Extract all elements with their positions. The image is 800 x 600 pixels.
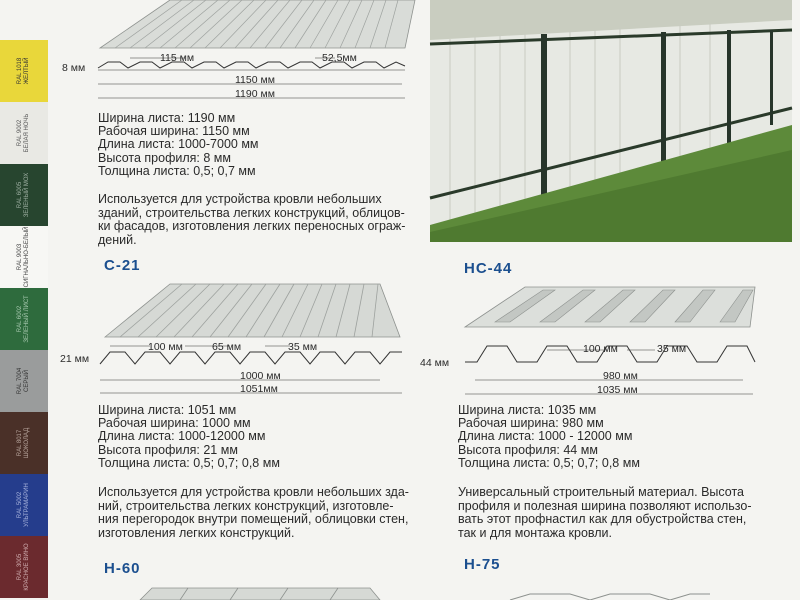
color-swatch bbox=[0, 350, 48, 412]
swatch-code: RAL 5002 УЛЬТРАМАРИН bbox=[17, 483, 30, 527]
desc-line: вать этот профнастил как для обустройства стен, bbox=[458, 512, 747, 526]
spec-line: Длина листа: 1000-12000 мм bbox=[98, 429, 266, 444]
spec-line: Высота профиля: 21 мм bbox=[98, 442, 238, 457]
spec-line: Ширина листа: 1190 мм bbox=[98, 111, 236, 125]
desc-line: ний, строительства легких конструкций, изготовле- bbox=[98, 498, 394, 513]
top-spec bbox=[98, 112, 259, 178]
color-swatch bbox=[0, 474, 48, 536]
color-swatch bbox=[0, 226, 48, 288]
dim-full: 1190 мм bbox=[235, 88, 275, 100]
spec-line: Длина листа: 1000-7000 мм bbox=[98, 137, 259, 152]
dim-c21-work: 1000 мм bbox=[240, 370, 281, 382]
dim-hc44-height: 44 мм bbox=[420, 357, 450, 369]
spec-line: Ширина листа: 1035 мм bbox=[458, 403, 597, 417]
c21-profile-drawing bbox=[90, 282, 420, 398]
dim-c21-c: 35 мм bbox=[288, 341, 318, 353]
swatch-code: RAL 3005 КРАСНОЕ ВИНО bbox=[17, 543, 30, 591]
spec-line: Высота профиля: 44 мм bbox=[458, 442, 598, 457]
swatch-code: RAL 6002 ЗЕЛЕНЫЙ ЛИСТ bbox=[17, 295, 30, 343]
title-c21: С-21 bbox=[104, 257, 141, 274]
title-hc44: НС-44 bbox=[464, 260, 513, 277]
swatch-code: RAL 7004 СЕРЫЙ bbox=[17, 367, 30, 395]
dim-hc44-b: 35 мм bbox=[657, 343, 687, 355]
color-swatch bbox=[0, 164, 48, 226]
desc-line: Универсальный строительный материал. Высота bbox=[458, 485, 745, 499]
dim-c21-height: 21 мм bbox=[60, 353, 90, 365]
dim-c21-full: 1051мм bbox=[240, 383, 278, 395]
desc-line: изготовления легких конструкций. bbox=[98, 525, 295, 540]
dim-hc44-work: 980 мм bbox=[603, 370, 638, 382]
top-description bbox=[98, 193, 405, 247]
swatch-code: RAL 9002 БЕЛАЯ НОЧЬ bbox=[17, 113, 30, 153]
fence-photo bbox=[430, 0, 792, 242]
color-swatch bbox=[0, 288, 48, 350]
title-h75: Н-75 bbox=[464, 556, 501, 573]
hc44-description bbox=[458, 486, 752, 540]
dim-hc44-a: 100 мм bbox=[583, 343, 618, 355]
h75-profile-drawing bbox=[510, 590, 710, 600]
desc-line: профиля и полезная ширина позволяют использо- bbox=[458, 498, 752, 513]
color-swatch bbox=[0, 536, 48, 598]
desc-line: так и для монтажа кровли. bbox=[458, 525, 613, 540]
swatch-code: RAL 6005 ЗЕЛЕНЫЙ МОХ bbox=[17, 172, 30, 218]
title-h60: Н-60 bbox=[104, 560, 141, 577]
desc-line: зданий, строительства легких конструкций, облицов- bbox=[98, 205, 405, 220]
spec-line: Толщина листа: 0,5; 0,7 мм bbox=[98, 163, 256, 178]
hc44-spec bbox=[458, 404, 640, 470]
spec-line: Толщина листа: 0,5; 0,7; 0,8 мм bbox=[458, 455, 640, 470]
c21-spec bbox=[98, 404, 280, 470]
spec-line: Ширина листа: 1051 мм bbox=[98, 403, 237, 417]
desc-line: Используется для устройства кровли небольших bbox=[98, 192, 382, 206]
color-swatch bbox=[0, 102, 48, 164]
desc-line: ки фасадов, изготовления легких переносных ограж- bbox=[98, 219, 406, 233]
h60-profile-drawing bbox=[140, 584, 380, 600]
spec-line: Высота профиля: 8 мм bbox=[98, 150, 231, 165]
desc-line: Используется для устройства кровли небольших зда- bbox=[98, 485, 409, 499]
spec-line: Длина листа: 1000 - 12000 мм bbox=[458, 429, 633, 444]
spec-line: Рабочая ширина: 980 мм bbox=[458, 416, 604, 431]
spec-line: Рабочая ширина: 1000 мм bbox=[98, 416, 251, 431]
dim-height: 8 мм bbox=[62, 62, 86, 74]
desc-line: дений. bbox=[98, 232, 137, 247]
dim-work: 1150 мм bbox=[235, 74, 275, 86]
swatch-code: RAL 1018 ЖЕЛТЫЙ bbox=[17, 57, 30, 85]
spec-line: Рабочая ширина: 1150 мм bbox=[98, 124, 250, 139]
top-profile-drawing bbox=[60, 0, 410, 110]
spec-line: Толщина листа: 0,5; 0,7; 0,8 мм bbox=[98, 455, 280, 470]
dim-c21-b: 65 мм bbox=[212, 341, 242, 353]
color-swatch bbox=[0, 40, 48, 102]
swatch-code: RAL 8017 ШОКОЛАД bbox=[17, 427, 30, 459]
hc44-profile-drawing bbox=[455, 282, 765, 398]
color-swatch-strip bbox=[0, 40, 48, 600]
dim-c21-a: 100 мм bbox=[148, 341, 183, 353]
dim-hc44-full: 1035 мм bbox=[597, 384, 638, 396]
dim-pitch: 115 мм bbox=[160, 52, 195, 64]
swatch-code: RAL 9003 СИГНАЛЬНО-БЕЛЫЙ bbox=[17, 226, 30, 288]
desc-line: ния перегородок внутри помещений, облицовки стен, bbox=[98, 512, 409, 526]
color-swatch bbox=[0, 412, 48, 474]
dim-rib: 52,5мм bbox=[322, 52, 357, 64]
c21-description bbox=[98, 486, 409, 540]
